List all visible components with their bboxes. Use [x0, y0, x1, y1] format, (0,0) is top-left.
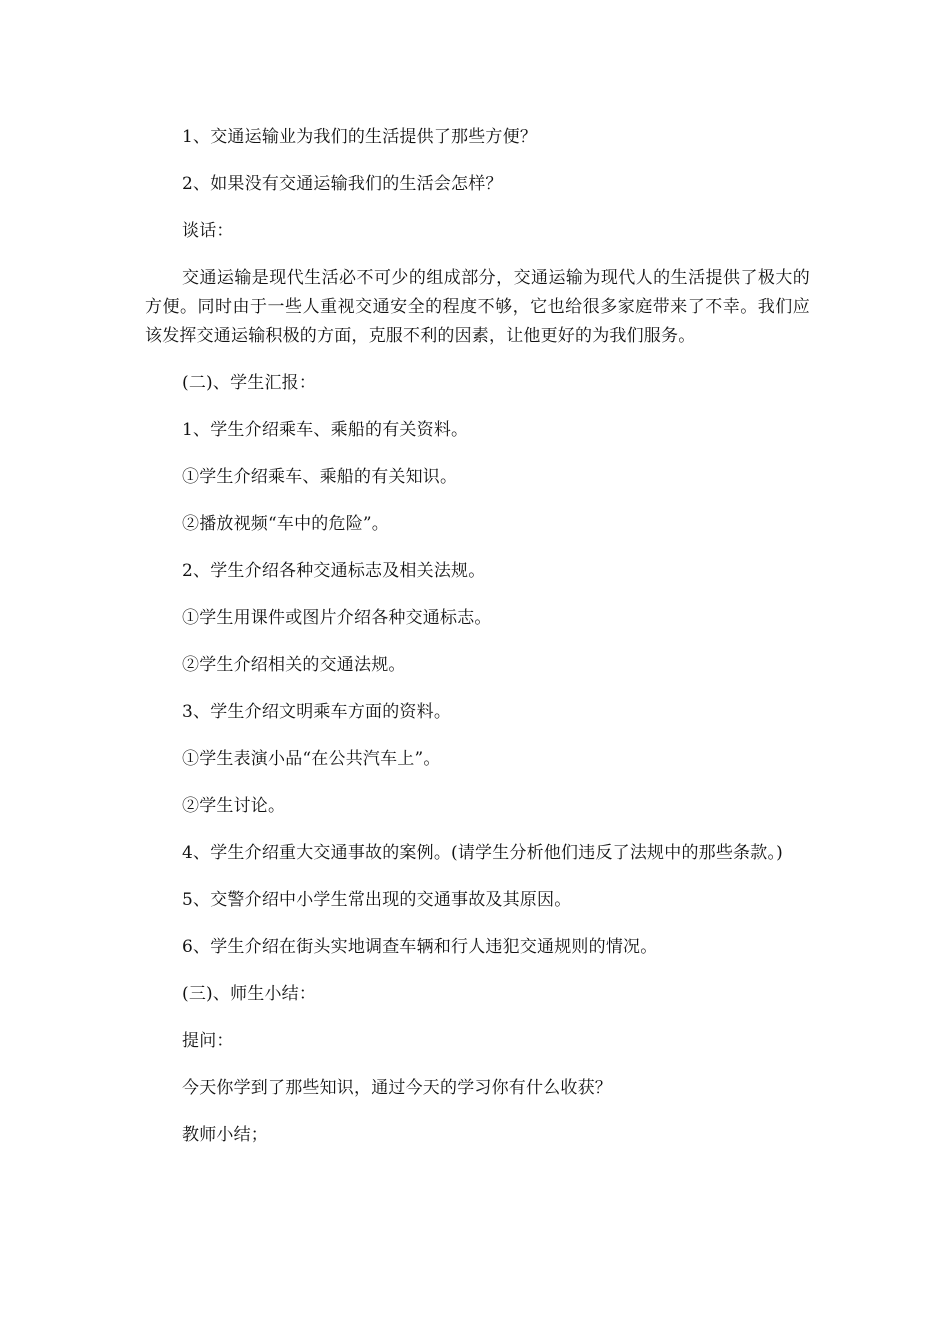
list-subitem-1a: ①学生介绍乘车、乘船的有关知识。 [182, 467, 458, 487]
paragraph-question-2: 2、如果没有交通运输我们的生活会怎样？ [182, 174, 503, 194]
list-item-report-1: 1、学生介绍乘车、乘船的有关资料。 [182, 420, 469, 440]
section-heading-summary: (三)、师生小结： [182, 984, 317, 1004]
paragraph-teacher-summary: 教师小结； [182, 1125, 268, 1145]
document-body [145, 123, 810, 1168]
paragraph-question-1: 1、交通运输业为我们的生活提供了那些方便？ [182, 127, 538, 147]
paragraph-question-heading: 提问： [182, 1031, 234, 1051]
section-heading-student-report: (二)、学生汇报： [182, 373, 317, 393]
list-subitem-1b: ②播放视频“车中的危险”。 [182, 514, 389, 534]
list-item-report-4: 4、学生介绍重大交通事故的案例。(请学生分析他们违反了法规中的那些条款。) [182, 843, 783, 863]
list-item-report-2: 2、学生介绍各种交通标志及相关法规。 [182, 561, 486, 581]
list-subitem-2b: ②学生介绍相关的交通法规。 [182, 655, 406, 675]
list-item-report-3: 3、学生介绍文明乘车方面的资料。 [182, 702, 452, 722]
list-subitem-3b: ②学生讨论。 [182, 796, 286, 816]
list-subitem-2a: ①学生用课件或图片介绍各种交通标志。 [182, 608, 492, 628]
list-item-report-6: 6、学生介绍在街头实地调查车辆和行人违犯交通规则的情况。 [182, 937, 658, 957]
list-item-report-5: 5、交警介绍中小学生常出现的交通事故及其原因。 [182, 890, 572, 910]
list-subitem-3a: ①学生表演小品“在公共汽车上”。 [182, 749, 441, 769]
paragraph-talk-body: 交通运输是现代生活必不可少的组成部分，交通运输为现代人的生活提供了极大的方便。同时由于一些人重视交通安全的程度不够，它也给很多家庭带来了不幸。我们应该发挥交通运输积极的方面，克服不利的因素，让他更好的为我们服务。 [145, 268, 810, 346]
paragraph-question-text: 今天你学到了那些知识，通过今天的学习你有什么收获？ [182, 1078, 612, 1098]
paragraph-talk-heading: 谈话： [182, 221, 234, 241]
